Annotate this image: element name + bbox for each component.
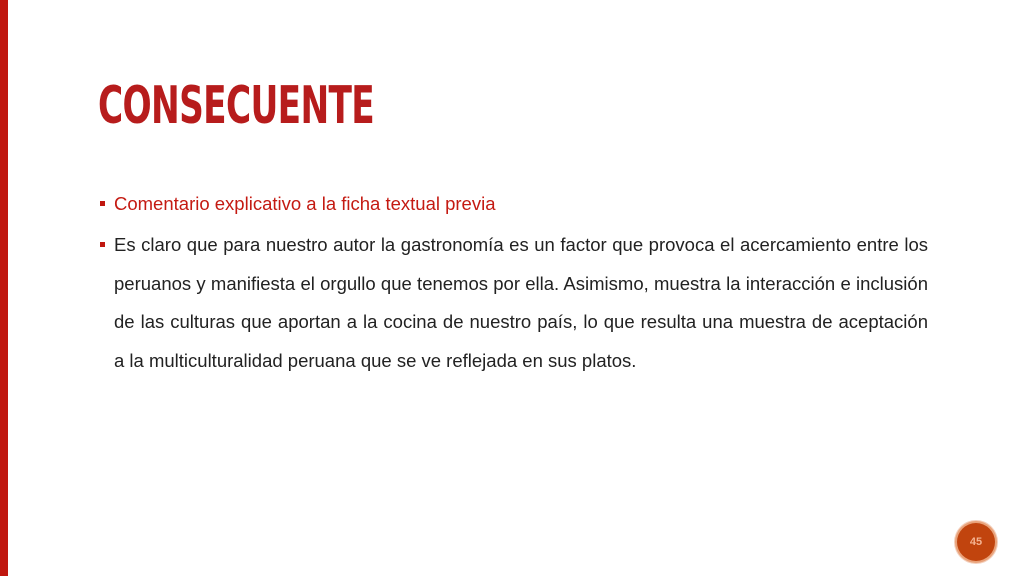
bullet-text: Es claro que para nuestro autor la gastronomía es un factor que provoca el acercamiento entre los peruanos y manifiesta el orgullo que tenemos por ella. Asimismo, muestra la interacción e inclusión de las culturas que aportan a la cocina de nuestro país, lo que resulta una muestra de aceptación a la multiculturalidad peruana que se ve reflejada en sus platos. bbox=[114, 234, 928, 371]
bullet-item bbox=[98, 226, 928, 380]
bullet-text: Comentario explicativo a la ficha textual previa bbox=[114, 193, 496, 214]
page-number-badge bbox=[957, 523, 995, 561]
bullet-list bbox=[98, 188, 928, 380]
accent-bar bbox=[0, 0, 8, 576]
bullet-item bbox=[98, 188, 928, 220]
square-bullet-icon bbox=[100, 242, 105, 247]
slide-title: CONSECUENTE bbox=[98, 76, 375, 136]
page-number: 45 bbox=[969, 536, 983, 548]
square-bullet-icon bbox=[100, 201, 105, 206]
